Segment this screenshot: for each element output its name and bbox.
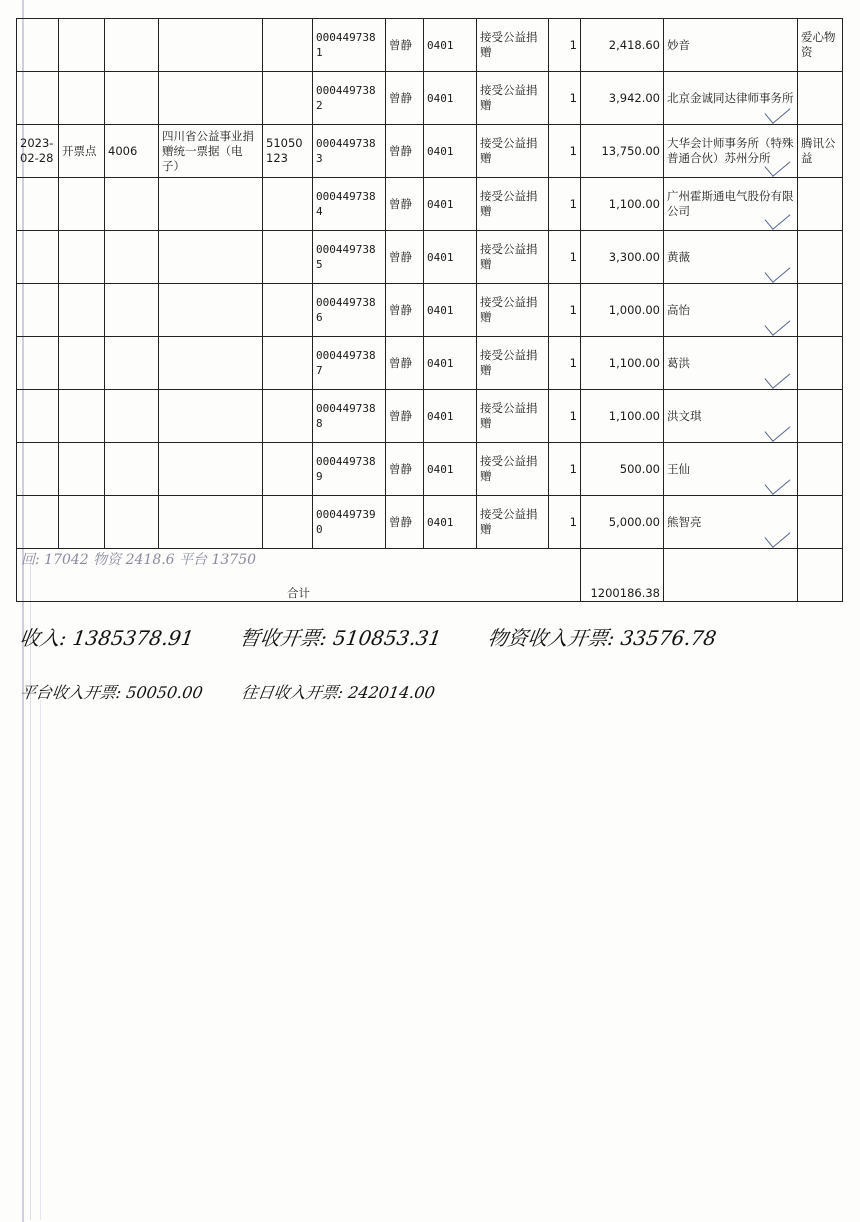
remark-cell xyxy=(798,390,843,443)
qty-cell: 1 xyxy=(549,72,581,125)
number-cell: 0004497389 xyxy=(313,443,386,496)
amount-cell: 13,750.00 xyxy=(581,125,664,178)
amount-cell: 1,100.00 xyxy=(581,337,664,390)
number-cell: 0004497390 xyxy=(313,496,386,549)
point-cell xyxy=(59,19,105,72)
clerk-cell: 曾静 xyxy=(386,19,424,72)
point-cell xyxy=(59,390,105,443)
remark-cell xyxy=(798,178,843,231)
dept-cell: 0401 xyxy=(424,72,477,125)
invoice-ledger-table xyxy=(16,18,843,602)
qty-cell: 1 xyxy=(549,231,581,284)
bill-code-cell xyxy=(263,231,313,284)
remark-cell: 腾讯公益 xyxy=(798,125,843,178)
qty-cell: 1 xyxy=(549,125,581,178)
qty-cell: 1 xyxy=(549,19,581,72)
clerk-cell: 曾静 xyxy=(386,284,424,337)
date-cell xyxy=(17,284,59,337)
bill-type-cell xyxy=(159,496,263,549)
bill-type-cell: 四川省公益事业捐赠统一票据（电子） xyxy=(159,125,263,178)
table-row xyxy=(17,443,843,496)
table-row xyxy=(17,496,843,549)
code-cell xyxy=(105,284,159,337)
checkmark-icon xyxy=(765,311,791,336)
pencil-note: 回: 17042 物资 2418.6 平台 13750 xyxy=(21,552,257,568)
temp-receipt-note: 暂收开票: 510853.31 xyxy=(238,626,444,650)
checkmark-icon xyxy=(765,205,791,230)
table-row xyxy=(17,178,843,231)
remark-cell xyxy=(798,284,843,337)
number-cell: 0004497381 xyxy=(313,19,386,72)
platform-income-note: 平台收入开票: 50050.00 xyxy=(18,683,205,702)
dept-cell: 0401 xyxy=(424,443,477,496)
code-cell xyxy=(105,72,159,125)
remark-cell: 爱心物资 xyxy=(798,19,843,72)
date-cell xyxy=(17,337,59,390)
bill-type-cell xyxy=(159,390,263,443)
amount-cell: 3,942.00 xyxy=(581,72,664,125)
item-cell: 接受公益捐赠 xyxy=(477,337,549,390)
clerk-cell: 曾静 xyxy=(386,231,424,284)
qty-cell: 1 xyxy=(549,284,581,337)
income-note: 收入: 1385378.91 xyxy=(18,626,196,650)
code-cell xyxy=(105,19,159,72)
donor-cell: 黄薇 xyxy=(664,231,798,284)
point-cell xyxy=(59,496,105,549)
point-cell xyxy=(59,337,105,390)
clerk-cell: 曾静 xyxy=(386,443,424,496)
bill-code-cell: 51050123 xyxy=(263,125,313,178)
donor-cell: 王仙 xyxy=(664,443,798,496)
checkmark-icon xyxy=(765,470,791,495)
summary-label-cell xyxy=(17,549,581,602)
amount-cell: 5,000.00 xyxy=(581,496,664,549)
donor-cell: 熊智亮 xyxy=(664,496,798,549)
bill-code-cell xyxy=(263,496,313,549)
summary-row xyxy=(17,549,843,602)
dept-cell: 0401 xyxy=(424,178,477,231)
summary-total: 1200186.38 xyxy=(581,549,664,602)
item-cell: 接受公益捐赠 xyxy=(477,284,549,337)
summary-empty-cell xyxy=(798,549,843,602)
remark-cell xyxy=(798,443,843,496)
point-cell xyxy=(59,231,105,284)
handwritten-line-2 xyxy=(18,680,470,703)
table-row xyxy=(17,19,843,72)
checkmark-icon xyxy=(765,523,791,548)
clerk-cell: 曾静 xyxy=(386,337,424,390)
dept-cell: 0401 xyxy=(424,231,477,284)
item-cell: 接受公益捐赠 xyxy=(477,178,549,231)
item-cell: 接受公益捐赠 xyxy=(477,390,549,443)
date-cell xyxy=(17,19,59,72)
bill-code-cell xyxy=(263,337,313,390)
donor-cell: 妙音 xyxy=(664,19,798,72)
bill-type-cell xyxy=(159,19,263,72)
code-cell: 4006 xyxy=(105,125,159,178)
donor-cell: 大华会计师事务所（特殊普通合伙）苏州分所 xyxy=(664,125,798,178)
amount-cell: 2,418.60 xyxy=(581,19,664,72)
dept-cell: 0401 xyxy=(424,125,477,178)
date-cell xyxy=(17,390,59,443)
binder-margin-line xyxy=(30,560,31,1220)
item-cell: 接受公益捐赠 xyxy=(477,496,549,549)
table-row xyxy=(17,390,843,443)
qty-cell: 1 xyxy=(549,443,581,496)
code-cell xyxy=(105,337,159,390)
date-cell xyxy=(17,496,59,549)
number-cell: 0004497384 xyxy=(313,178,386,231)
binder-margin-line xyxy=(40,700,41,1220)
checkmark-icon xyxy=(765,152,791,177)
amount-cell: 3,300.00 xyxy=(581,231,664,284)
dept-cell: 0401 xyxy=(424,19,477,72)
table-row xyxy=(17,284,843,337)
bill-type-cell xyxy=(159,231,263,284)
summary-empty-cell xyxy=(664,549,798,602)
point-cell xyxy=(59,284,105,337)
donor-cell: 高怡 xyxy=(664,284,798,337)
dept-cell: 0401 xyxy=(424,496,477,549)
table-row xyxy=(17,125,843,178)
table-row xyxy=(17,337,843,390)
checkmark-icon xyxy=(765,258,791,283)
handwritten-line-1 xyxy=(18,622,759,651)
clerk-cell: 曾静 xyxy=(386,178,424,231)
bill-code-cell xyxy=(263,19,313,72)
date-cell xyxy=(17,231,59,284)
point-cell xyxy=(59,443,105,496)
donor-cell: 北京金诚同达律师事务所 xyxy=(664,72,798,125)
donor-cell: 广州霍斯通电气股份有限公司 xyxy=(664,178,798,231)
dept-cell: 0401 xyxy=(424,284,477,337)
date-cell: 2023-02-28 xyxy=(17,125,59,178)
remark-cell xyxy=(798,72,843,125)
amount-cell: 1,100.00 xyxy=(581,390,664,443)
bill-code-cell xyxy=(263,390,313,443)
item-cell: 接受公益捐赠 xyxy=(477,231,549,284)
qty-cell: 1 xyxy=(549,178,581,231)
dept-cell: 0401 xyxy=(424,390,477,443)
date-cell xyxy=(17,72,59,125)
material-income-note: 物资收入开票: 33576.78 xyxy=(486,626,718,650)
clerk-cell: 曾静 xyxy=(386,72,424,125)
code-cell xyxy=(105,390,159,443)
code-cell xyxy=(105,496,159,549)
item-cell: 接受公益捐赠 xyxy=(477,72,549,125)
number-cell: 0004497385 xyxy=(313,231,386,284)
bill-type-cell xyxy=(159,72,263,125)
item-cell: 接受公益捐赠 xyxy=(477,443,549,496)
remark-cell xyxy=(798,337,843,390)
table-row xyxy=(17,231,843,284)
qty-cell: 1 xyxy=(549,390,581,443)
clerk-cell: 曾静 xyxy=(386,496,424,549)
number-cell: 0004497388 xyxy=(313,390,386,443)
date-cell xyxy=(17,443,59,496)
bill-code-cell xyxy=(263,178,313,231)
code-cell xyxy=(105,231,159,284)
qty-cell: 1 xyxy=(549,337,581,390)
table-row xyxy=(17,72,843,125)
remark-cell xyxy=(798,496,843,549)
number-cell: 0004497382 xyxy=(313,72,386,125)
checkmark-icon xyxy=(765,364,791,389)
clerk-cell: 曾静 xyxy=(386,390,424,443)
checkmark-icon xyxy=(765,417,791,442)
bill-code-cell xyxy=(263,72,313,125)
clerk-cell: 曾静 xyxy=(386,125,424,178)
date-cell xyxy=(17,178,59,231)
dept-cell: 0401 xyxy=(424,337,477,390)
point-cell: 开票点 xyxy=(59,125,105,178)
item-cell: 接受公益捐赠 xyxy=(477,19,549,72)
bill-type-cell xyxy=(159,284,263,337)
past-income-note: 往日收入开票: 242014.00 xyxy=(240,683,437,702)
donor-cell: 洪文琪 xyxy=(664,390,798,443)
amount-cell: 500.00 xyxy=(581,443,664,496)
remark-cell xyxy=(798,231,843,284)
bill-type-cell xyxy=(159,443,263,496)
checkmark-icon xyxy=(765,99,791,124)
number-cell: 0004497387 xyxy=(313,337,386,390)
bill-code-cell xyxy=(263,284,313,337)
amount-cell: 1,100.00 xyxy=(581,178,664,231)
donor-cell: 葛洪 xyxy=(664,337,798,390)
code-cell xyxy=(105,443,159,496)
qty-cell: 1 xyxy=(549,496,581,549)
point-cell xyxy=(59,72,105,125)
bill-code-cell xyxy=(263,443,313,496)
number-cell: 0004497383 xyxy=(313,125,386,178)
amount-cell: 1,000.00 xyxy=(581,284,664,337)
bill-type-cell xyxy=(159,337,263,390)
item-cell: 接受公益捐赠 xyxy=(477,125,549,178)
bill-type-cell xyxy=(159,178,263,231)
code-cell xyxy=(105,178,159,231)
summary-label: 合计 xyxy=(287,586,310,600)
point-cell xyxy=(59,178,105,231)
number-cell: 0004497386 xyxy=(313,284,386,337)
